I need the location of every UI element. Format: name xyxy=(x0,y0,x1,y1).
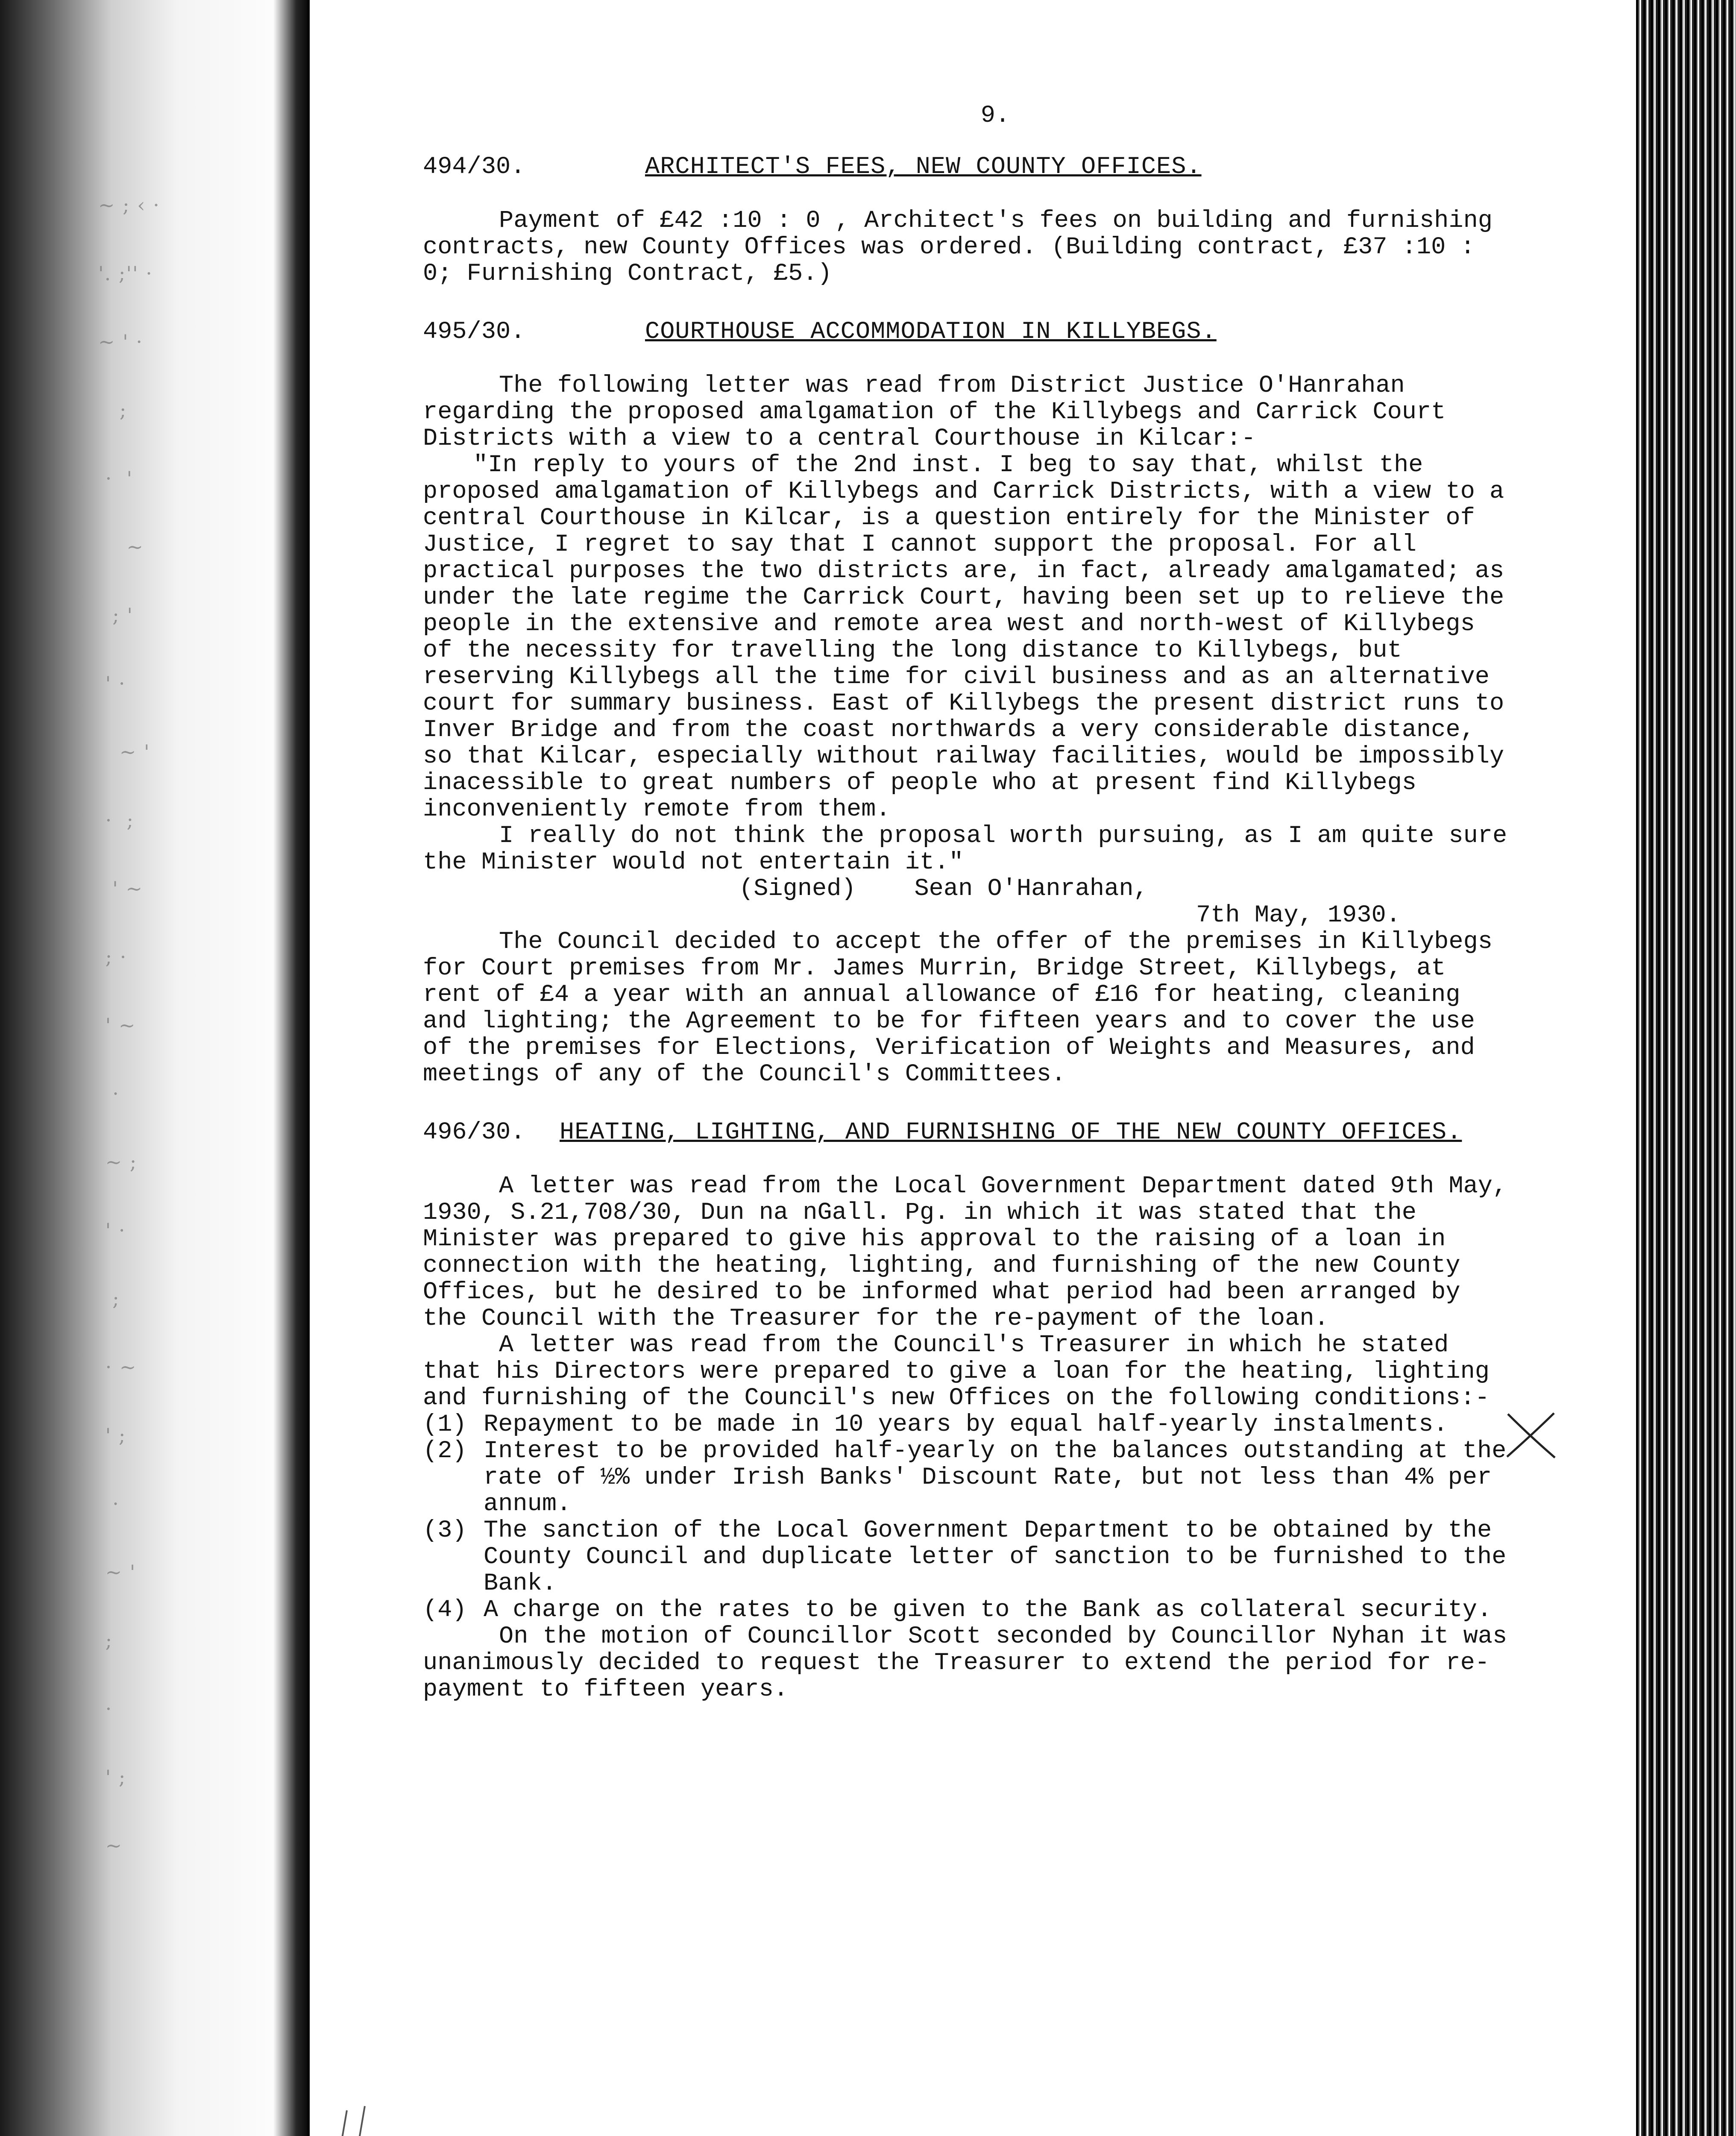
condition-text: A charge on the rates to be given to the Bank as collateral security. xyxy=(484,1596,1492,1624)
handwritten-cross-mark xyxy=(1504,1410,1559,1461)
section-heading xyxy=(423,1119,1508,1146)
minutes-document xyxy=(423,103,1508,1703)
condition-number: (2) xyxy=(423,1438,467,1465)
condition-text: The sanction of the Local Government Department to be obtained by the County Council and duplicate letter of sanction to be furnished to the Bank. xyxy=(484,1517,1507,1597)
condition-number: (4) xyxy=(423,1596,467,1624)
minute-number: 494/30. xyxy=(423,153,525,181)
list-item xyxy=(423,1411,1508,1438)
list-item xyxy=(423,1517,1508,1597)
paragraph: A letter was read from the Council's Treasurer in which he stated that his Directors were prepared to give a loan for the heating, lighting and furnishing of the Council's new Offices on the following conditions:- xyxy=(423,1332,1490,1412)
signature-line: (Signed) Sean O'Hanrahan, xyxy=(739,875,1148,903)
minute-title: HEATING, LIGHTING, AND FURNISHING OF THE NEW COUNTY OFFICES. xyxy=(560,1119,1462,1146)
condition-text: Repayment to be made in 10 years by equal half-yearly instalments. xyxy=(484,1411,1448,1438)
condition-number: (3) xyxy=(423,1517,467,1544)
paragraph: Payment of £42 :10 : 0 , Architect's fees on building and furnishing contracts, new County Offices was ordered. (Building contract, £37 :10 : 0; Furnishing Contract, £5.) xyxy=(423,207,1493,288)
minute-title: COURTHOUSE ACCOMMODATION IN KILLYBEGS. xyxy=(645,318,1217,346)
minute-title: ARCHITECT'S FEES, NEW COUNTY OFFICES. xyxy=(645,153,1202,181)
condition-text: Interest to be provided half-yearly on the balances outstanding at the rate of ½% under Irish Banks' Discount Rate, but not less than 4% per annum. xyxy=(484,1438,1507,1518)
letter-paragraph: I really do not think the proposal worth pursuing, as I am quite sure the Minister would not entertain it." xyxy=(423,822,1507,876)
minute-number: 495/30. xyxy=(423,318,525,346)
book-page-edges xyxy=(1636,0,1736,2136)
list-item xyxy=(423,1597,1508,1623)
list-item xyxy=(423,1438,1508,1517)
section-heading xyxy=(423,319,1508,345)
section-heading xyxy=(423,154,1508,180)
page-number: 9. xyxy=(980,102,1010,129)
conditions-list xyxy=(423,1411,1508,1623)
quoted-letter xyxy=(423,452,1508,876)
paragraph: A letter was read from the Local Government Department dated 9th May, 1930, S.21,708/30, Dun na nGall. Pg. in which it was stated that the Minister was prepared to give his approval to the raising of a loan in connection with the heating, lighting, and furnishing of the new County Offices, but he desired to be informed what period had been arranged by the Council with the Treasurer for the re-payment of the loan. xyxy=(423,1173,1507,1332)
margin-pencil-marks xyxy=(333,2093,384,2136)
letter-date: 7th May, 1930. xyxy=(1196,902,1401,929)
gutter-shadow xyxy=(273,0,312,2136)
minute-number: 496/30. xyxy=(423,1119,525,1146)
margin-bleed-through: ~ ; ‹ · '. ;'' · ~ ' · ; · ' ~ ; ' ' · ~ ' · ; ' ~ ; · ' ~ · ~ ; ' · ; · ~ ' ; · ~ ' ; · ' ; ~ xyxy=(98,194,160,1857)
letter-paragraph: "In reply to yours of the 2nd inst. I beg to say that, whilst the proposed amalgamation of Killybegs and Carrick Districts, with a view to a central Courthouse in Kilcar, is a question entirely for the Minister of Justice, I regret to say that I cannot support the proposal. For all practical purposes the two districts are, in fact, already amalgamated; as under the late regime the Carrick Court, having been set up to relieve the people in the extensive and remote area west and north-west of Killybegs of the necessity for travelling the long distance to Killybegs, but reserving Killybegs all the time for civil business and as an alternative court for summary business. East of Killybegs the present district runs to Inver Bridge and from the coast northwards a very considerable distance, so that Kilcar, especially without railway facilities, would be impossibly inacessible to great numbers of people who at present find Killybegs inconveniently remote from them. xyxy=(423,452,1504,823)
paragraph: The following letter was read from District Justice O'Hanrahan regarding the proposed amalgamation of the Killybegs and Carrick Court Districts with a view to a central Courthouse in Kilcar:- xyxy=(423,372,1446,452)
condition-number: (1) xyxy=(423,1411,467,1438)
paragraph: On the motion of Councillor Scott seconded by Councillor Nyhan it was unanimously decided to request the Treasurer to extend the period for re-payment to fifteen years. xyxy=(423,1623,1507,1703)
paragraph: The Council decided to accept the offer of the premises in Killybegs for Court premises from Mr. James Murrin, Bridge Street, Killybegs, at rent of £4 a year with an annual allowance of £16 for heating, cleaning and lighting; the Agreement to be for fifteen years and to cover the use of the premises for Elections, Verification of Weights and Measures, and meetings of any of the Council's Committees. xyxy=(423,928,1493,1088)
